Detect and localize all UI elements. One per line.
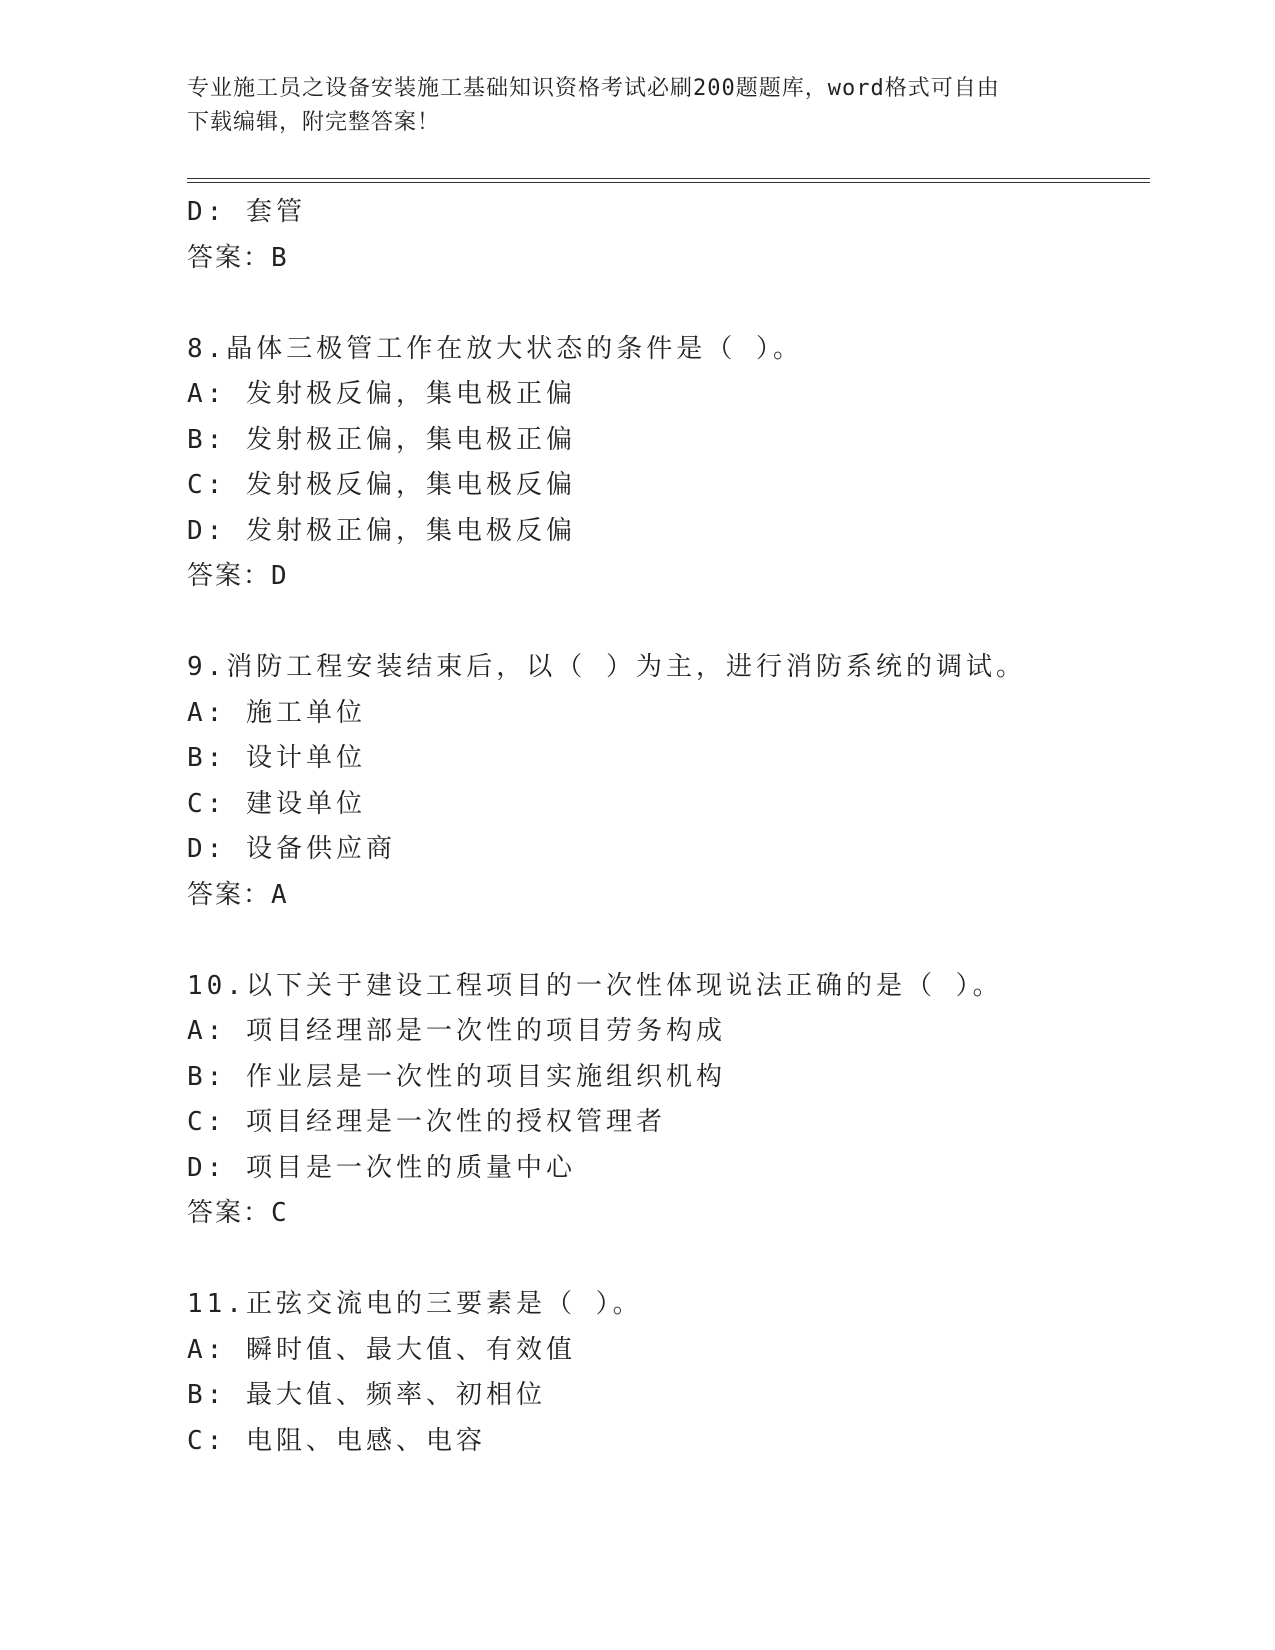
question-block-11 (187, 1282, 1147, 1464)
question-block-10 (187, 964, 1147, 1237)
question-text: 9.消防工程安装结束后，以（ ）为主，进行消防系统的调试。 (187, 652, 1026, 682)
question-block-8 (187, 327, 1147, 600)
header-title-line-2: 下载编辑，附完整答案！ (187, 110, 441, 135)
option-a: A: 发射极反偏，集电极正偏 (187, 379, 576, 409)
option-b: B: 发射极正偏，集电极正偏 (187, 424, 576, 455)
option-c: C: 发射极反偏，集电极反偏 (187, 470, 576, 500)
option-a: A: 瞬时值、最大值、有效值 (187, 1334, 576, 1365)
question-list (187, 190, 1147, 1464)
option-d: D: 项目是一次性的质量中心 (187, 1152, 576, 1183)
option-a: A: 施工单位 (187, 697, 366, 728)
option-d: D: 设备供应商 (187, 834, 396, 864)
option-c: C: 电阻、电感、电容 (187, 1425, 486, 1456)
option-b: B: 作业层是一次性的项目实施组织机构 (187, 1061, 726, 1092)
answer-line: 答案：C (187, 1198, 289, 1228)
question-text: 8.晶体三极管工作在放大状态的条件是（ ）。 (187, 333, 803, 364)
header-title-line-1: 专业施工员之设备安装施工基础知识资格考试必刷200题题库，word格式可自由 (187, 76, 1000, 101)
header-divider-top (187, 178, 1150, 179)
document-header (187, 72, 1087, 140)
option-c: C: 建设单位 (187, 788, 366, 819)
spacer (187, 600, 1147, 646)
question-block-9 (187, 645, 1147, 918)
option-a: A: 项目经理部是一次性的项目劳务构成 (187, 1016, 726, 1046)
option-b: B: 设计单位 (187, 743, 366, 773)
spacer (187, 281, 1147, 327)
option-b: B: 最大值、频率、初相位 (187, 1380, 546, 1410)
answer-line: 答案：B (187, 242, 289, 273)
answer-line: 答案：A (187, 879, 289, 910)
header-divider-bottom (187, 182, 1150, 183)
spacer (187, 1237, 1147, 1283)
question-text: 11.正弦交流电的三要素是（ ）。 (187, 1289, 643, 1319)
option-c: C: 项目经理是一次性的授权管理者 (187, 1107, 666, 1137)
option-d: D: 发射极正偏，集电极反偏 (187, 515, 576, 546)
spacer (187, 918, 1147, 964)
option-d: D: 套管 (187, 197, 306, 227)
answer-line: 答案：D (187, 561, 289, 591)
question-text: 10.以下关于建设工程项目的一次性体现说法正确的是（ ）。 (187, 970, 1003, 1001)
